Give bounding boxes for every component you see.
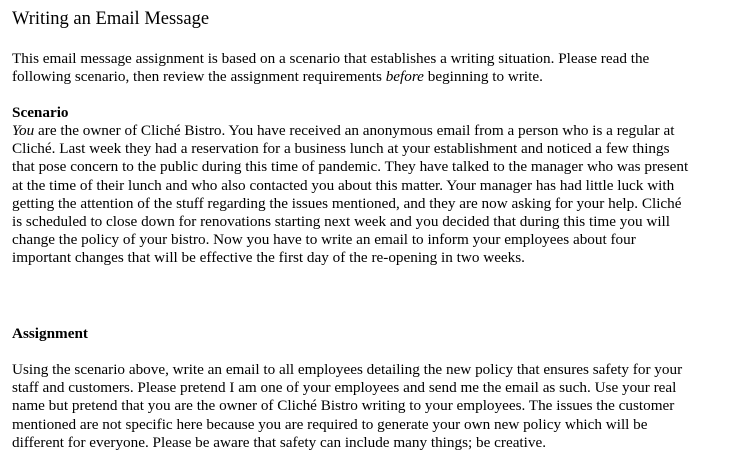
scenario-text: are the owner of Cliché Bistro. You have received an anonymous email from a person who is a regular at — [34, 122, 675, 139]
scenario-line: at the time of their lunch and who also contacted you about this matter. Your manager has had little luck with — [12, 176, 675, 194]
assignment-line: different for everyone. Please be aware that safety can include many things; be creative. — [12, 433, 547, 451]
assignment-line: Using the scenario above, write an email to all employees detailing the new policy that ensures safety for your — [12, 361, 683, 378]
scenario-heading: Scenario — [12, 104, 69, 121]
scenario-line: that pose concern to the public during this time of pandemic. They have talked to the manager who was present — [12, 158, 689, 176]
assignment-line: name but pretend that you are the owner of Cliché Bistro writing to your employees. The issues the customer — [12, 397, 675, 415]
intro-line: This email message assignment is based on a scenario that establishes a writing situation. Please read the — [12, 50, 650, 67]
assignment-line: staff and customers. Please pretend I am one of your employees and send me the email as such. Use your real — [12, 379, 677, 397]
assignment-line: mentioned are not specific here because you are required to generate your own new policy which will be — [12, 415, 648, 433]
scenario-line: getting the attention of the stuff regarding the issues mentioned, and they are now asking for your help. Cliché — [12, 194, 682, 212]
intro-paragraph — [12, 50, 727, 86]
scenario-line: is scheduled to close down for renovations starting next week and you decided that during this time you will — [12, 213, 670, 231]
page-title: Writing an Email Message — [12, 9, 210, 29]
intro-text: following scenario, then review the assignment requirements — [12, 68, 386, 86]
emphasis-text: before — [385, 68, 424, 86]
scenario-paragraph — [12, 122, 727, 268]
intro-line — [12, 68, 727, 86]
scenario-line: change the policy of your bistro. Now you have to write an email to inform your employees about four — [12, 231, 636, 249]
assignment-heading: Assignment — [12, 325, 88, 342]
assignment-paragraph — [12, 361, 727, 452]
scenario-line: important changes that will be effective the first day of the re-opening in two weeks. — [12, 249, 525, 267]
scenario-line: Cliché. Last week they had a reservation for a business lunch at your establishment and noticed a few things — [12, 140, 670, 158]
intro-text: beginning to write. — [423, 68, 543, 86]
scenario-line — [12, 122, 727, 140]
emphasis-text: You — [12, 122, 35, 139]
